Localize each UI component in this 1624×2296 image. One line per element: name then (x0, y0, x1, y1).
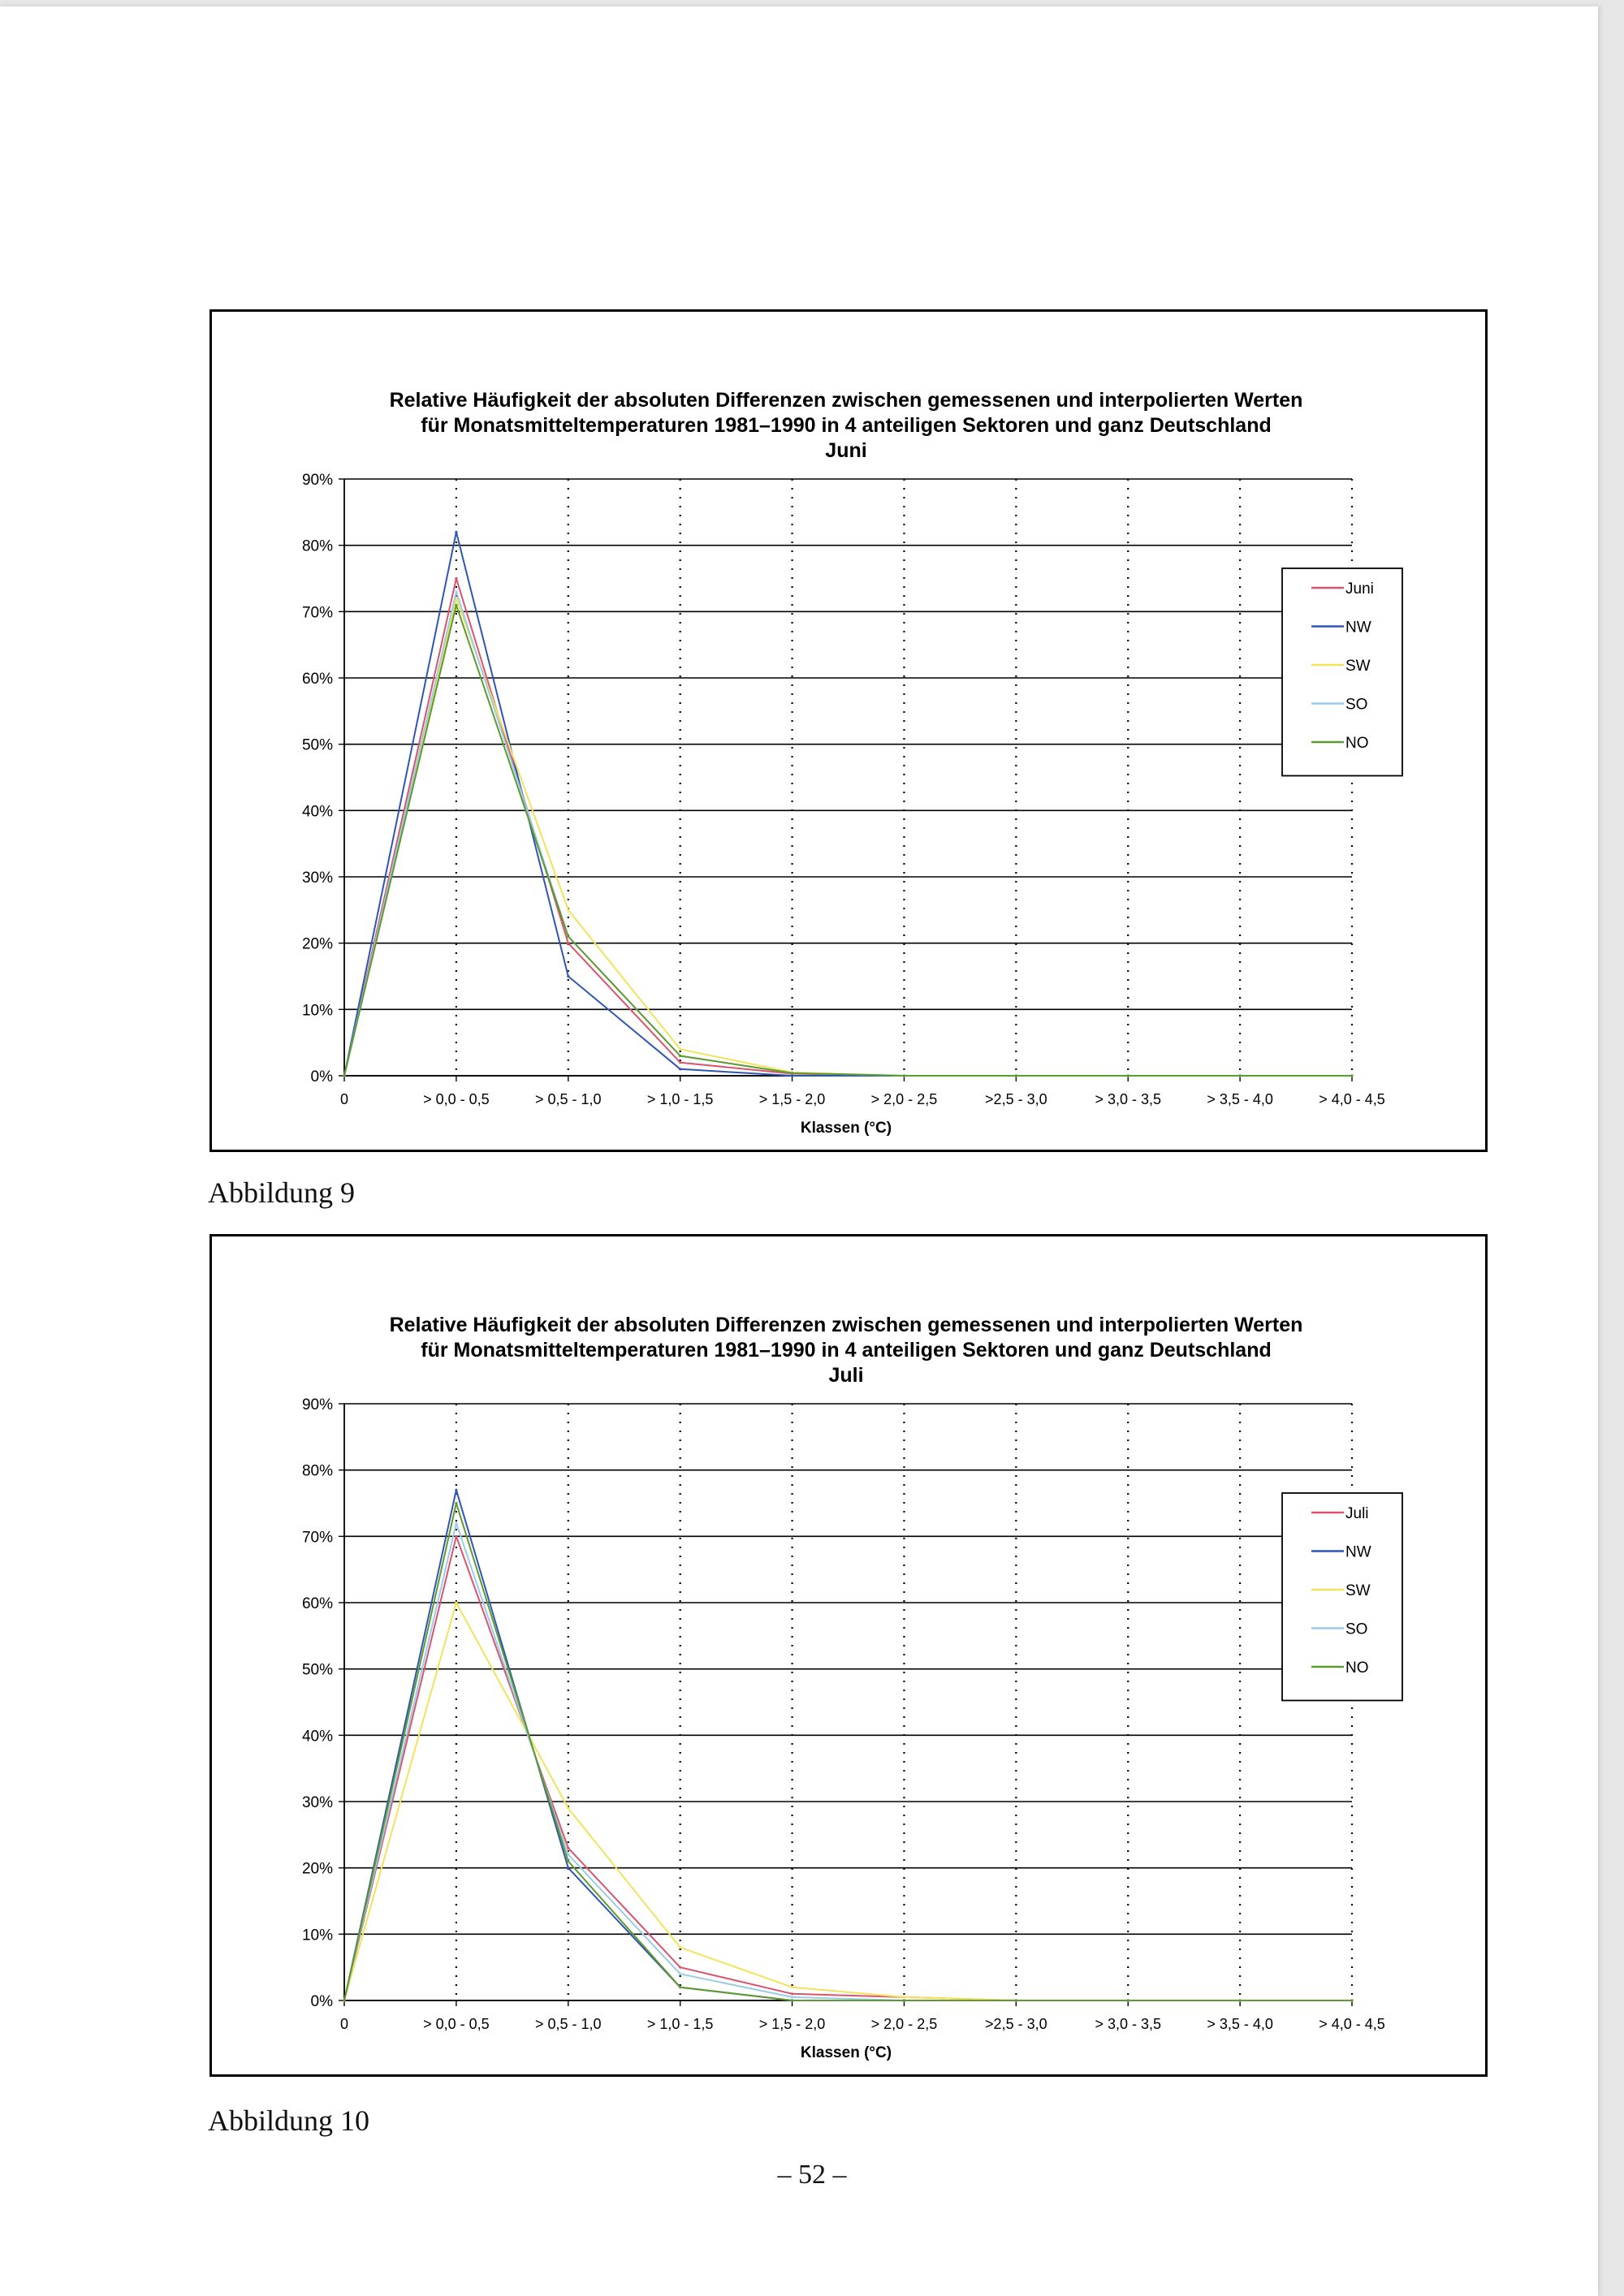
data-point-no (1239, 1074, 1242, 1077)
x-tick-label: > 3,5 - 4,0 (1207, 2016, 1273, 2032)
x-tick-label: > 4,0 - 4,5 (1319, 2016, 1385, 2032)
chart-frame-juli (209, 1234, 1488, 2077)
y-tick-label: 70% (301, 1529, 333, 1547)
x-tick-label: 0 (339, 1091, 349, 1107)
chart-juni (212, 312, 1485, 1150)
data-point-nw (455, 1489, 457, 1491)
series-line-no (344, 605, 1352, 1076)
data-point-no (1239, 1999, 1242, 2001)
x-tick-label: > 3,0 - 3,5 (1095, 2016, 1162, 2032)
y-tick-label: 50% (301, 736, 333, 754)
y-tick-label: 60% (301, 671, 333, 688)
y-tick-label: 50% (301, 1661, 333, 1679)
series-line-sw (344, 598, 1352, 1076)
figure-caption: Abbildung 9 (208, 1176, 356, 1209)
series-line-nw (344, 532, 1352, 1076)
data-point-no (567, 1860, 569, 1862)
x-tick-label: > 2,0 - 2,5 (870, 1091, 938, 1107)
x-axis-label: Klassen (°C) (800, 2044, 892, 2061)
x-tick-label: 0 (339, 2016, 349, 2032)
data-point-so (567, 1854, 569, 1856)
chart-title: Juli (828, 1364, 864, 1387)
data-point-juli (791, 1992, 793, 1995)
data-point-no (679, 1055, 681, 1057)
document-page (0, 6, 1598, 2296)
data-point-no (1015, 1999, 1017, 2001)
y-tick-label: 10% (301, 1927, 333, 1944)
x-tick-label: > 4,0 - 4,5 (1319, 1091, 1385, 1107)
series-line-juli (344, 1536, 1352, 2000)
data-point-no (791, 1999, 793, 2001)
data-point-no (455, 1502, 457, 1504)
data-point-nw (791, 1074, 793, 1077)
data-point-sw (679, 1946, 681, 1949)
data-point-no (1350, 1074, 1353, 1077)
legend-label: NO (1345, 1659, 1369, 1677)
data-point-no (1127, 1074, 1129, 1077)
chart-title: Relative Häufigkeit der absoluten Differenzen zwischen gemessenen und interpolierten Werten (389, 389, 1303, 412)
x-tick-label: >2,5 - 3,0 (985, 1091, 1047, 1107)
data-point-nw (567, 975, 569, 978)
y-tick-label: 80% (301, 1462, 333, 1480)
data-point-juli (679, 1966, 681, 1969)
data-point-no (455, 604, 457, 606)
data-point-nw (455, 531, 457, 533)
x-tick-label: > 3,5 - 4,0 (1207, 1091, 1273, 1107)
data-point-sw (567, 1807, 569, 1810)
series-line-juni (344, 579, 1352, 1077)
x-tick-label: > 1,0 - 1,5 (646, 1091, 714, 1107)
data-point-juni (567, 942, 569, 944)
y-tick-label: 0% (310, 1068, 333, 1085)
y-tick-label: 60% (301, 1595, 333, 1612)
data-point-juni (455, 577, 457, 580)
data-point-so (791, 1996, 793, 1998)
x-tick-label: > 1,5 - 2,0 (758, 1091, 826, 1107)
legend-label: SW (1345, 658, 1371, 675)
x-tick-label: > 1,5 - 2,0 (758, 2016, 826, 2032)
y-tick-label: 30% (301, 1794, 333, 1811)
chart-frame-juni (209, 309, 1488, 1152)
data-point-no (1350, 1999, 1353, 2001)
data-point-no (343, 1999, 345, 2001)
y-tick-label: 70% (301, 604, 333, 622)
data-point-nw (567, 1867, 569, 1869)
legend-label: NW (1345, 1543, 1371, 1561)
x-tick-label: >2,5 - 3,0 (985, 2016, 1047, 2032)
series-line-so (344, 1523, 1352, 2000)
data-point-no (791, 1072, 793, 1074)
y-tick-label: 40% (301, 803, 333, 821)
data-point-sw (903, 1996, 905, 1998)
x-axis-label: Klassen (°C) (800, 1120, 892, 1137)
chart-title: Juni (825, 439, 867, 462)
y-tick-label: 0% (310, 1993, 333, 2010)
y-tick-label: 30% (301, 870, 333, 887)
data-point-no (903, 1999, 905, 2001)
data-point-juli (455, 1535, 457, 1538)
x-tick-label: > 0,5 - 1,0 (534, 1091, 602, 1107)
y-tick-label: 90% (301, 472, 333, 489)
data-point-so (455, 590, 457, 593)
y-tick-label: 40% (301, 1728, 333, 1746)
legend-label: NW (1345, 619, 1371, 637)
y-tick-label: 20% (301, 1860, 333, 1878)
legend (1282, 1493, 1402, 1701)
y-tick-label: 10% (301, 1002, 333, 1020)
series-line-so (344, 592, 1352, 1076)
x-tick-label: > 3,0 - 3,5 (1095, 1091, 1162, 1107)
figure-caption: Abbildung 10 (208, 2104, 370, 2137)
series-line-no (344, 1504, 1352, 2001)
data-point-no (567, 935, 569, 938)
chart-title: Relative Häufigkeit der absoluten Differenzen zwischen gemessenen und interpolierten Werten (389, 1314, 1303, 1336)
legend-label: SO (1345, 696, 1368, 714)
data-point-sw (455, 1601, 457, 1603)
data-point-so (679, 1973, 681, 1975)
legend-label: Juni (1345, 580, 1374, 598)
legend-label: SO (1345, 1621, 1368, 1638)
data-point-no (679, 1986, 681, 1988)
legend-label: Juli (1345, 1505, 1369, 1522)
x-tick-label: > 0,0 - 0,5 (423, 2016, 490, 2032)
x-tick-label: > 1,0 - 1,5 (646, 2016, 714, 2032)
page-number: – 52 – (777, 2160, 847, 2190)
legend-label: SW (1345, 1582, 1371, 1599)
y-tick-label: 80% (301, 537, 333, 555)
series-line-nw (344, 1490, 1352, 2000)
data-point-no (1127, 1999, 1129, 2001)
x-tick-label: > 0,0 - 0,5 (423, 1091, 490, 1107)
data-point-no (343, 1074, 345, 1077)
data-point-no (1015, 1074, 1017, 1077)
x-tick-label: > 2,0 - 2,5 (870, 2016, 938, 2032)
y-tick-label: 90% (301, 1396, 333, 1413)
data-point-sw (679, 1048, 681, 1051)
data-point-so (455, 1521, 457, 1524)
chart-title: für Monatsmitteltemperaturen 1981–1990 in 4 anteiligen Sektoren und ganz Deutschland (421, 414, 1272, 437)
chart-title: für Monatsmitteltemperaturen 1981–1990 in 4 anteiligen Sektoren und ganz Deutschland (421, 1339, 1272, 1362)
data-point-juli (567, 1847, 569, 1849)
data-point-nw (679, 1068, 681, 1070)
data-point-juni (679, 1061, 681, 1064)
data-point-sw (791, 1986, 793, 1988)
data-point-no (903, 1074, 905, 1077)
chart-juli (212, 1236, 1485, 2074)
data-point-sw (567, 908, 569, 911)
y-tick-label: 20% (301, 935, 333, 953)
legend (1282, 568, 1402, 776)
x-tick-label: > 0,5 - 1,0 (534, 2016, 602, 2032)
legend-label: NO (1345, 735, 1369, 752)
